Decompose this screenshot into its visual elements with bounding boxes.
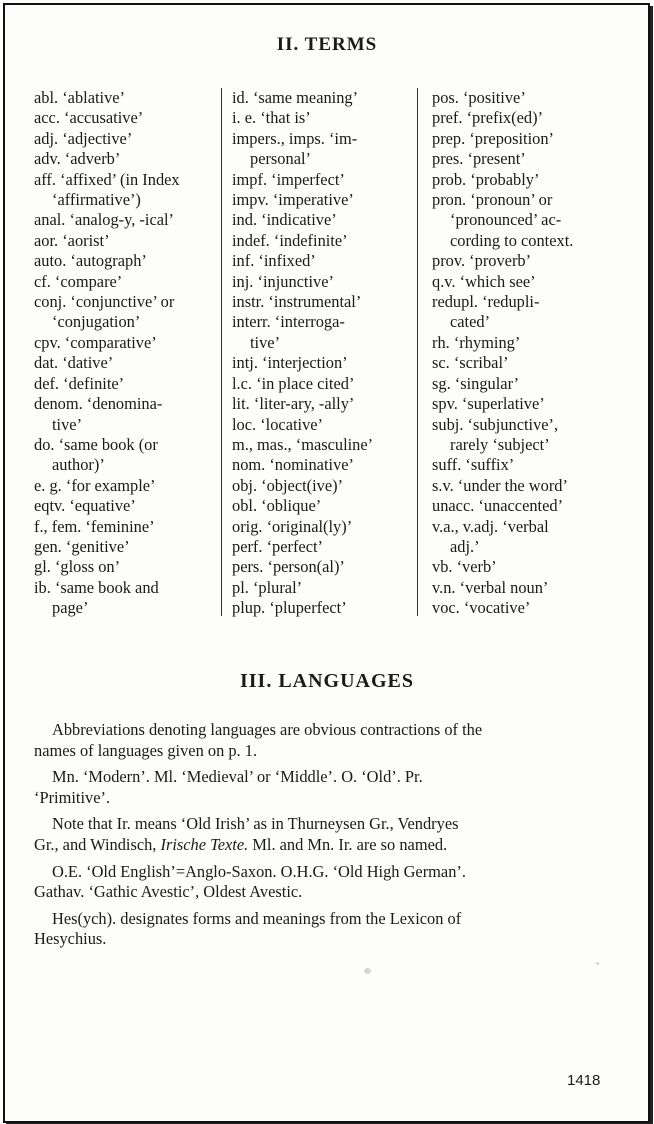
term-entry: pos. ‘positive’ [432,88,526,107]
term-entry: v.n. ‘verbal noun’ [432,577,549,597]
paragraph [34,720,606,761]
term-entry: cording to context. [450,230,574,250]
term-entry: redupl. ‘redupli- [432,292,540,312]
languages-body [34,720,606,956]
term-entry: ‘conjugation’ [52,312,141,332]
term-entry: dat. ‘dative’ [34,353,114,373]
term-entry: impers., imps. ‘im- [232,128,358,148]
paragraph [34,767,606,808]
term-entry: page’ [52,598,89,618]
term-entry: anal. ‘analog-y, -ical’ [34,210,175,230]
term-entry: id. ‘same meaning’ [232,88,359,107]
term-entry: plup. ‘pluperfect’ [232,598,347,618]
term-entry: f., fem. ‘feminine’ [34,516,155,536]
term-entry: sc. ‘scribal’ [432,353,509,373]
term-entry: personal’ [250,149,311,169]
term-entry: aor. ‘aorist’ [34,230,110,250]
page-number: 1418 [567,1072,601,1089]
term-entry: perf. ‘perfect’ [232,536,323,556]
paragraph [34,909,606,950]
term-entry: interr. ‘interroga- [232,312,345,332]
term-entry: vb. ‘verb’ [432,557,497,577]
term-entry: e. g. ‘for example’ [34,475,156,495]
term-entry: cf. ‘compare’ [34,271,123,291]
term-entry: acc. ‘accusative’ [34,108,144,128]
term-entry: unacc. ‘unaccented’ [432,496,564,516]
term-entry: s.v. ‘under the word’ [432,475,568,495]
term-entry: i. e. ‘that is’ [232,108,311,128]
term-entry: tive’ [52,414,83,434]
term-entry: lit. ‘liter-ary, -ally’ [232,394,355,414]
term-entry: pl. ‘plural’ [232,577,303,597]
term-entry: pers. ‘person(al)’ [232,557,345,577]
paragraph [34,862,606,903]
term-entry: denom. ‘denomina- [34,394,163,414]
term-entry: def. ‘definite’ [34,373,125,393]
languages-heading: III. LANGUAGES [239,670,415,692]
term-entry: obl. ‘oblique’ [232,496,322,516]
term-entry: do. ‘same book (or [34,434,158,454]
text-line: Hes(ych). designates forms and meanings from the Lexicon of [52,908,462,928]
ink-smudge [596,962,599,965]
text-line: Gathav. ‘Gathic Avestic’, Oldest Avestic. [34,882,303,902]
term-entry: pron. ‘pronoun’ or [432,190,553,210]
term-entry: adv. ‘adverb’ [34,149,121,169]
terms-column-1 [34,88,216,619]
term-entry: v.a., v.adj. ‘verbal [432,516,549,536]
column-divider [221,88,222,616]
term-entry: spv. ‘superlative’ [432,394,545,414]
text-line: O.E. ‘Old English’=Anglo-Saxon. O.H.G. ‘Old High German’. [52,861,466,881]
text-line: ‘Primitive’. [34,787,111,807]
term-entry: gen. ‘genitive’ [34,536,130,556]
italic-title: Irische Texte. [160,834,249,854]
term-entry: aff. ‘affixed’ (in Index [34,169,180,189]
term-entry: prob. ‘probably’ [432,169,540,189]
term-entry: voc. ‘vocative’ [432,598,531,618]
term-entry: orig. ‘original(ly)’ [232,516,353,536]
term-entry: eqtv. ‘equative’ [34,496,136,516]
text-line: names of languages given on p. 1. [34,740,258,760]
term-entry: subj. ‘subjunctive’, [432,414,559,434]
terms-heading: II. TERMS [276,34,378,55]
term-entry: prov. ‘proverb’ [432,251,532,271]
term-entry: ‘pronounced’ ac- [450,210,562,230]
term-entry: m., mas., ‘masculine’ [232,434,374,454]
term-entry: adj. ‘adjective’ [34,128,133,148]
term-entry: l.c. ‘in place cited’ [232,373,355,393]
term-entry: sg. ‘singular’ [432,373,520,393]
term-entry: rh. ‘rhyming’ [432,332,521,352]
term-entry: author)’ [52,455,105,475]
term-entry: q.v. ‘which see’ [432,271,536,291]
ink-smudge [364,968,371,974]
term-entry: ib. ‘same book and [34,577,159,597]
term-entry: instr. ‘instrumental’ [232,292,362,312]
term-entry: cpv. ‘comparative’ [34,332,157,352]
term-entry: inj. ‘injunctive’ [232,271,334,291]
term-entry: intj. ‘interjection’ [232,353,348,373]
term-entry: prep. ‘preposition’ [432,128,554,148]
text-line: Mn. ‘Modern’. Ml. ‘Medieval’ or ‘Middle’. O. ‘Old’. Pr. [52,767,423,787]
term-entry: adj.’ [450,536,480,556]
terms-column-3 [432,88,612,619]
text-line: Note that Ir. means ‘Old Irish’ as in Thurneysen Gr., Vendryes [52,814,459,834]
term-entry: pres. ‘present’ [432,149,526,169]
term-entry: loc. ‘locative’ [232,414,324,434]
text-line: Hesychius. [34,929,107,949]
term-entry: abl. ‘ablative’ [34,88,126,107]
terms-column-2 [232,88,412,619]
term-entry: inf. ‘infixed’ [232,251,316,271]
term-entry: nom. ‘nominative’ [232,455,354,475]
text-fragment: Ml. and Mn. Ir. are so named. [248,834,448,854]
term-entry: impf. ‘imperfect’ [232,169,345,189]
text-line [34,835,606,856]
term-entry: gl. ‘gloss on’ [34,557,121,577]
term-entry: pref. ‘prefix(ed)’ [432,108,544,128]
term-entry: suff. ‘suffix’ [432,455,515,475]
text-line: Abbreviations denoting languages are obvious contractions of the [52,720,483,739]
term-entry: rarely ‘subject’ [450,434,550,454]
column-divider [417,88,418,616]
term-entry: indef. ‘indefinite’ [232,230,348,250]
term-entry: obj. ‘object(ive)’ [232,475,344,495]
term-entry: auto. ‘autograph’ [34,251,147,271]
term-entry: cated’ [450,312,491,332]
term-entry: impv. ‘imperative’ [232,190,354,210]
term-entry: ind. ‘indicative’ [232,210,337,230]
paragraph [34,814,606,855]
term-entry: conj. ‘conjunctive’ or [34,292,175,312]
text-fragment: Gr., and Windisch, [34,834,161,854]
term-entry: ‘affirmative’) [52,190,141,210]
term-entry: tive’ [250,332,281,352]
